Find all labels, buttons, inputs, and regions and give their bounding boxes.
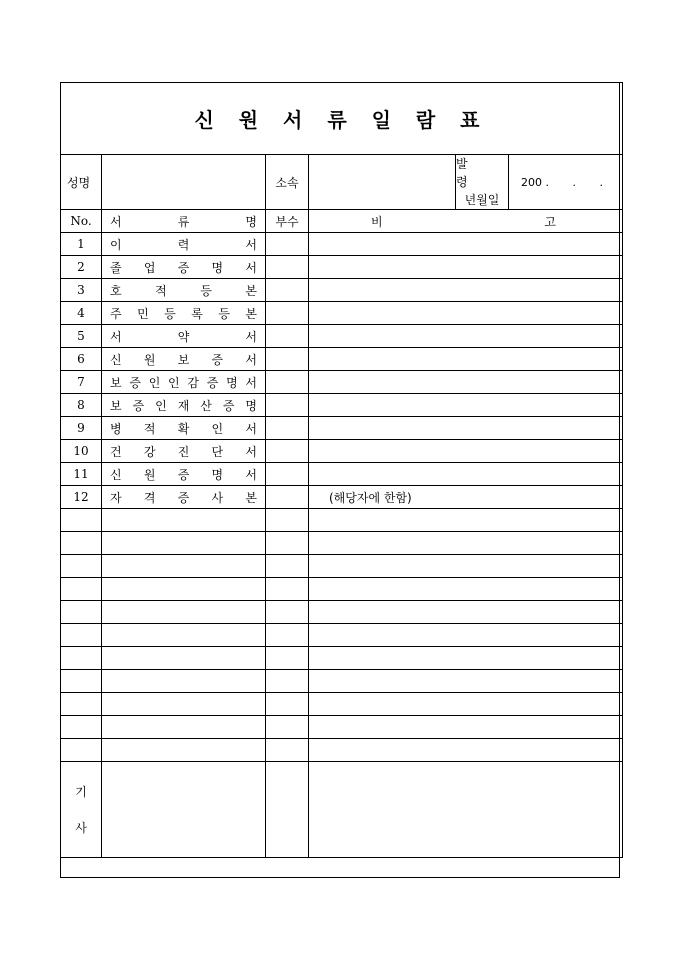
empty-remarks[interactable] — [309, 555, 623, 578]
row-no: 2 — [61, 256, 102, 279]
notes-label-top: 기 — [75, 784, 87, 799]
empty-row — [61, 739, 623, 762]
row-doc-name-char: 자 — [110, 490, 122, 505]
empty-row — [61, 578, 623, 601]
notes-label-bottom: 사 — [75, 820, 87, 835]
empty-copies[interactable] — [266, 716, 309, 739]
row-doc-name-char: 약 — [177, 329, 190, 344]
empty-row — [61, 555, 623, 578]
row-doc-name — [102, 325, 266, 348]
row-doc-name — [102, 394, 266, 417]
row-remarks-field[interactable] — [309, 325, 623, 348]
name-label: 성명 — [61, 155, 102, 210]
empty-remarks[interactable] — [309, 739, 623, 762]
empty-doc-name[interactable] — [102, 624, 266, 647]
issue-date-label — [456, 155, 509, 210]
empty-remarks[interactable] — [309, 532, 623, 555]
document-sheet — [60, 82, 620, 878]
empty-no[interactable] — [61, 716, 102, 739]
row-doc-name-char: 증 — [132, 398, 145, 413]
empty-no[interactable] — [61, 601, 102, 624]
row-doc-name-char: 사 — [211, 490, 224, 505]
empty-copies[interactable] — [266, 670, 309, 693]
row-remarks-field[interactable] — [309, 302, 623, 325]
row-no: 10 — [61, 440, 102, 463]
row-doc-name — [102, 440, 266, 463]
table-row — [61, 348, 623, 371]
row-doc-name-char: 등 — [200, 283, 212, 298]
row-doc-name-char: 증 — [177, 490, 190, 505]
empty-doc-name[interactable] — [102, 578, 266, 601]
empty-no[interactable] — [61, 555, 102, 578]
row-doc-name-char: 재 — [177, 398, 190, 413]
affiliation-field[interactable] — [309, 155, 456, 210]
empty-doc-name[interactable] — [102, 601, 266, 624]
empty-no[interactable] — [61, 532, 102, 555]
affiliation-label: 소속 — [266, 155, 309, 210]
row-doc-name-char: 력 — [177, 237, 190, 252]
row-copies-field[interactable] — [266, 417, 309, 440]
row-doc-name-char: 서 — [110, 329, 122, 344]
row-doc-name-char: 인 — [211, 421, 224, 436]
empty-copies[interactable] — [266, 739, 309, 762]
empty-doc-name[interactable] — [102, 693, 266, 716]
empty-copies[interactable] — [266, 693, 309, 716]
row-doc-name-char: 원 — [143, 467, 156, 482]
empty-no[interactable] — [61, 578, 102, 601]
empty-doc-name[interactable] — [102, 716, 266, 739]
row-remarks-field[interactable] — [309, 463, 623, 486]
empty-doc-name[interactable] — [102, 739, 266, 762]
row-copies-field[interactable] — [266, 371, 309, 394]
row-copies-field[interactable] — [266, 394, 309, 417]
empty-remarks[interactable] — [309, 578, 623, 601]
row-remarks-field[interactable] — [309, 256, 623, 279]
empty-copies[interactable] — [266, 578, 309, 601]
row-remarks-field[interactable] — [309, 371, 623, 394]
row-doc-name — [102, 486, 266, 509]
row-doc-name-char: 원 — [143, 352, 156, 367]
empty-row — [61, 647, 623, 670]
row-doc-name-char: 산 — [200, 398, 212, 413]
row-doc-name-char: 호 — [110, 283, 122, 298]
row-doc-name-char: 본 — [245, 283, 257, 298]
empty-copies[interactable] — [266, 601, 309, 624]
empty-no[interactable] — [61, 647, 102, 670]
row-doc-name-char: 등 — [164, 306, 176, 321]
row-copies-field[interactable] — [266, 233, 309, 256]
empty-doc-name[interactable] — [102, 532, 266, 555]
column-header-row — [61, 210, 623, 233]
row-doc-name-char: 명 — [245, 398, 257, 413]
row-copies-field[interactable] — [266, 256, 309, 279]
empty-doc-name[interactable] — [102, 670, 266, 693]
document-list-table — [60, 82, 623, 858]
row-doc-name-char: 감 — [187, 375, 199, 390]
empty-row — [61, 670, 623, 693]
notes-remarks-field[interactable] — [309, 762, 623, 858]
row-doc-name-char: 적 — [155, 283, 167, 298]
empty-doc-name[interactable] — [102, 647, 266, 670]
col-no: No. — [61, 210, 102, 233]
row-doc-name-char: 보 — [177, 352, 190, 367]
table-row — [61, 371, 623, 394]
row-doc-name-char: 인 — [155, 398, 167, 413]
row-doc-name-char: 신 — [110, 467, 122, 482]
table-row — [61, 394, 623, 417]
empty-doc-name[interactable] — [102, 509, 266, 532]
empty-row — [61, 693, 623, 716]
row-doc-name-char: 증 — [129, 375, 141, 390]
row-doc-name-char: 신 — [110, 352, 122, 367]
row-no: 5 — [61, 325, 102, 348]
row-copies-field[interactable] — [266, 348, 309, 371]
row-doc-name-char: 등 — [218, 306, 230, 321]
col-doc-name-char: 류 — [177, 214, 190, 229]
row-doc-name — [102, 348, 266, 371]
issue-date-field[interactable] — [509, 155, 623, 210]
name-field[interactable] — [102, 155, 266, 210]
empty-remarks[interactable] — [309, 509, 623, 532]
year-value: 200 — [521, 175, 542, 189]
col-remarks — [309, 210, 623, 233]
row-no: 9 — [61, 417, 102, 440]
row-doc-name-char: 강 — [143, 444, 156, 459]
table-row — [61, 486, 623, 509]
row-remarks-field[interactable] — [309, 440, 623, 463]
row-doc-name-char: 확 — [177, 421, 190, 436]
col-doc-name-char: 서 — [110, 214, 122, 229]
empty-remarks[interactable] — [309, 601, 623, 624]
empty-copies[interactable] — [266, 532, 309, 555]
row-doc-name-char: 업 — [143, 260, 156, 275]
row-doc-name-char: 인 — [168, 375, 180, 390]
col-remarks-right: 고 — [544, 214, 556, 229]
issue-label-bottom: 년월일 — [464, 193, 500, 207]
row-doc-name-char: 증 — [177, 260, 190, 275]
row-doc-name — [102, 302, 266, 325]
row-doc-name — [102, 279, 266, 302]
empty-row — [61, 532, 623, 555]
empty-no[interactable] — [61, 509, 102, 532]
row-remarks-field[interactable] — [309, 417, 623, 440]
row-doc-name-char: 서 — [245, 444, 257, 459]
row-no: 3 — [61, 279, 102, 302]
row-no: 1 — [61, 233, 102, 256]
row-doc-name-char: 증 — [206, 375, 219, 390]
col-doc-name — [102, 210, 266, 233]
empty-copies[interactable] — [266, 509, 309, 532]
table-row — [61, 256, 623, 279]
row-doc-name-char: 증 — [177, 467, 190, 482]
notes-row — [61, 762, 623, 858]
row-copies-field[interactable] — [266, 325, 309, 348]
page-title: 신 원 서 류 일 람 표 — [61, 83, 623, 155]
row-doc-name-char: 보 — [110, 398, 122, 413]
row-doc-name-char: 이 — [110, 237, 122, 252]
row-doc-name-char: 적 — [143, 421, 156, 436]
col-copies: 부수 — [266, 210, 309, 233]
row-remarks-field[interactable] — [309, 279, 623, 302]
row-doc-name-char: 서 — [245, 237, 257, 252]
empty-remarks[interactable] — [309, 624, 623, 647]
row-doc-name-char: 본 — [245, 306, 257, 321]
table-row — [61, 302, 623, 325]
table-row — [61, 440, 623, 463]
row-doc-name-char: 서 — [245, 260, 257, 275]
empty-row — [61, 601, 623, 624]
notes-field[interactable] — [102, 762, 266, 858]
row-doc-name-char: 본 — [245, 490, 257, 505]
row-doc-name-char: 민 — [137, 306, 149, 321]
table-row — [61, 325, 623, 348]
col-remarks-left: 비 — [371, 214, 383, 229]
row-doc-name-char: 진 — [177, 444, 190, 459]
row-no: 7 — [61, 371, 102, 394]
empty-no[interactable] — [61, 624, 102, 647]
row-no: 4 — [61, 302, 102, 325]
col-doc-name-char: 명 — [245, 214, 257, 229]
table-row — [61, 279, 623, 302]
notes-copies-field[interactable] — [266, 762, 309, 858]
row-doc-name — [102, 371, 266, 394]
row-doc-name-char: 서 — [245, 329, 257, 344]
table-row — [61, 463, 623, 486]
empty-no[interactable] — [61, 670, 102, 693]
empty-doc-name[interactable] — [102, 555, 266, 578]
row-doc-name-char: 명 — [226, 375, 238, 390]
empty-row — [61, 509, 623, 532]
row-doc-name-char: 단 — [211, 444, 224, 459]
row-copies-field[interactable] — [266, 486, 309, 509]
row-no: 11 — [61, 463, 102, 486]
row-doc-name-char: 명 — [211, 467, 224, 482]
empty-remarks[interactable] — [309, 670, 623, 693]
row-doc-name-char: 보 — [110, 375, 122, 390]
table-row — [61, 417, 623, 440]
row-doc-name-char: 서 — [245, 467, 257, 482]
row-copies-field[interactable] — [266, 463, 309, 486]
row-doc-name-char: 서 — [245, 352, 257, 367]
row-no: 6 — [61, 348, 102, 371]
empty-remarks[interactable] — [309, 716, 623, 739]
row-doc-name-char: 서 — [245, 421, 257, 436]
row-doc-name-char: 명 — [211, 260, 224, 275]
row-doc-name — [102, 233, 266, 256]
row-doc-name — [102, 256, 266, 279]
notes-label — [61, 762, 102, 858]
empty-no[interactable] — [61, 739, 102, 762]
row-doc-name-char: 주 — [110, 306, 122, 321]
row-doc-name — [102, 463, 266, 486]
row-doc-name-char: 증 — [211, 352, 224, 367]
row-remarks-field[interactable]: (해당자에 한함) — [309, 486, 623, 509]
row-doc-name-char: 인 — [148, 375, 161, 390]
empty-row — [61, 624, 623, 647]
row-doc-name-char: 록 — [191, 306, 203, 321]
empty-copies[interactable] — [266, 555, 309, 578]
row-copies-field[interactable] — [266, 279, 309, 302]
row-doc-name-char: 졸 — [110, 260, 122, 275]
row-doc-name-char: 병 — [110, 421, 122, 436]
row-doc-name-char: 격 — [143, 490, 156, 505]
row-doc-name-char: 건 — [110, 444, 122, 459]
row-doc-name-char: 서 — [245, 375, 257, 390]
empty-copies[interactable] — [266, 647, 309, 670]
row-no: 12 — [61, 486, 102, 509]
empty-remarks[interactable] — [309, 693, 623, 716]
issue-label-top: 발 령 — [456, 157, 478, 189]
row-copies-field[interactable] — [266, 440, 309, 463]
row-doc-name — [102, 417, 266, 440]
row-remarks-field[interactable] — [309, 394, 623, 417]
row-remarks-field[interactable] — [309, 233, 623, 256]
empty-remarks[interactable] — [309, 647, 623, 670]
row-no: 8 — [61, 394, 102, 417]
table-row — [61, 233, 623, 256]
row-copies-field[interactable] — [266, 302, 309, 325]
empty-copies[interactable] — [266, 624, 309, 647]
empty-row — [61, 716, 623, 739]
year-dots: . . . — [545, 175, 613, 189]
row-doc-name-char: 증 — [222, 398, 235, 413]
row-remarks-field[interactable] — [309, 348, 623, 371]
empty-no[interactable] — [61, 693, 102, 716]
